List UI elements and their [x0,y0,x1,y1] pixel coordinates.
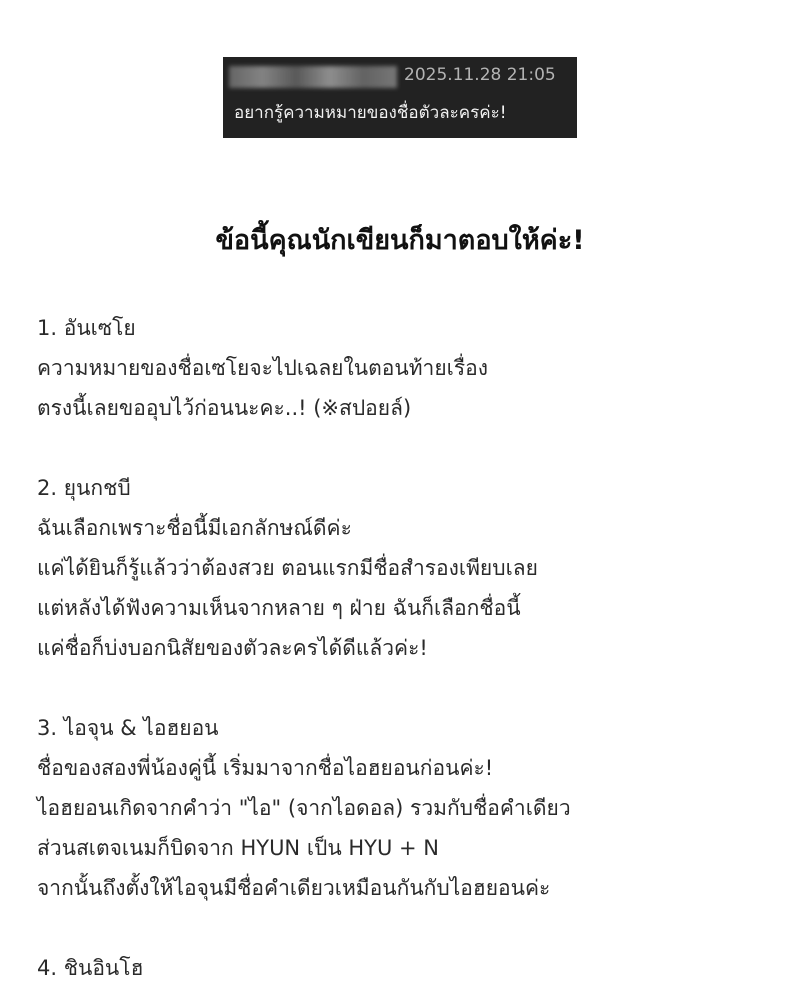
section-1-line-1: ความหมายของชื่อเซโยจะไปเฉลยในตอนท้ายเรื่อง [37,356,488,380]
comment-card [223,57,577,138]
section-title-4: 4. ชินอินโฮ [37,956,144,980]
section-title-1: 1. อันเซโย [37,316,136,340]
section-title-3: 3. ไอจุน & ไอฮยอน [37,716,219,740]
section-3-line-1: ชื่อของสองพี่น้องคู่นี้ เริ่มมาจากชื่อไอฮยอนก่อนค่ะ! [37,756,494,780]
page-heading: ข้อนี้คุณนักเขียนก็มาตอบให้ค่ะ! [215,225,585,256]
spacer [37,428,777,468]
section-2-line-4: แค่ชื่อก็บ่งบอกนิสัยของตัวละครได้ดีแล้วค่ะ! [37,636,428,660]
section-2-line-2: แค่ได้ยินก็รู้แล้วว่าต้องสวย ตอนแรกมีชื่อสำรองเพียบเลย [37,556,538,580]
spacer [37,908,777,948]
section-3-line-2: ไอฮยอนเกิดจากคำว่า "ไอ" (จากไอดอล) รวมกับชื่อคำเดียว [37,796,571,820]
section-title-2: 2. ยุนกชบี [37,476,131,500]
answer-body [37,308,777,988]
comment-text: อยากรู้ความหมายของชื่อตัวละครค่ะ! [234,103,507,123]
spacer [37,668,777,708]
section-2-line-3: แต่หลังได้ฟังความเห็นจากหลาย ๆ ฝ่าย ฉันก็เลือกชื่อนี้ [37,596,521,620]
blurred-username [229,66,397,88]
comment-timestamp: 2025.11.28 21:05 [404,65,556,85]
section-3-line-4: จากนั้นถึงตั้งให้ไอจุนมีชื่อคำเดียวเหมือนกันกับไอฮยอนค่ะ [37,876,551,900]
section-1-line-2: ตรงนี้เลยขออุบไว้ก่อนนะคะ..! (※สปอยล์) [37,396,412,420]
section-2-line-1: ฉันเลือกเพราะชื่อนี้มีเอกลักษณ์ดีค่ะ [37,516,352,540]
section-3-line-3: ส่วนสเตจเนมก็บิดจาก HYUN เป็น HYU + N [37,836,440,860]
